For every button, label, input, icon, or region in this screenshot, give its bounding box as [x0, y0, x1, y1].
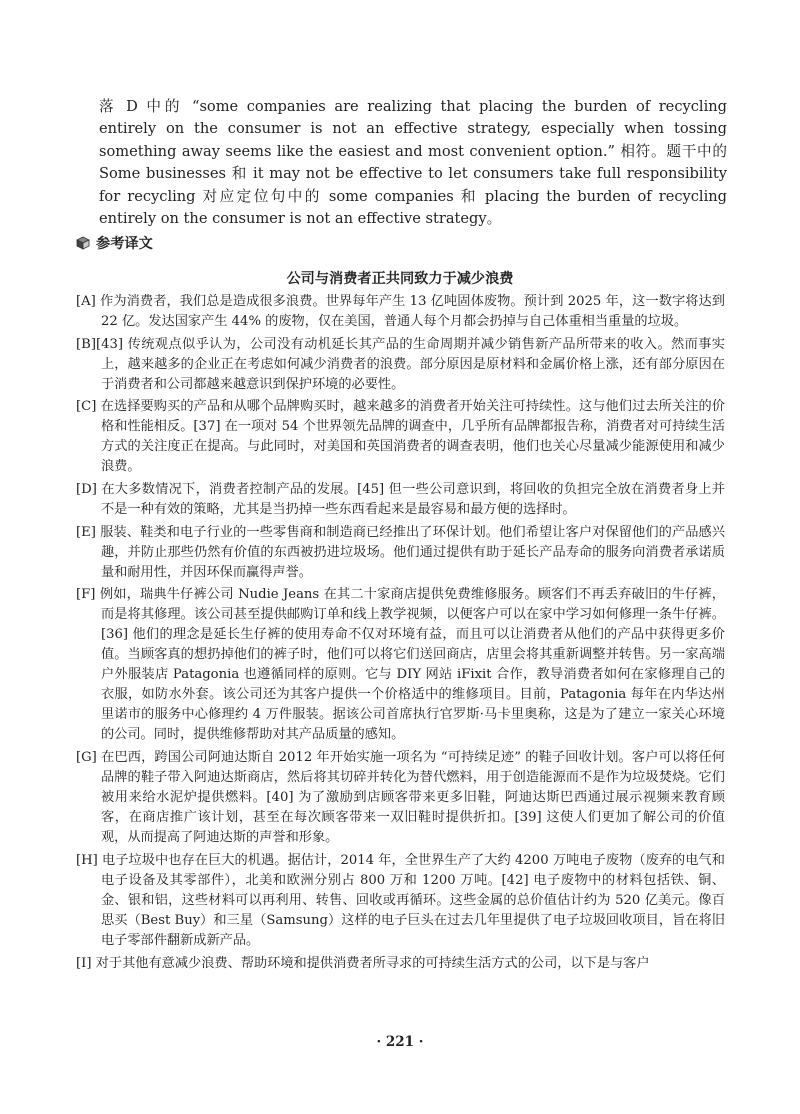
paragraph-h: [H] 电子垃圾中也存在巨大的机遇。据估计，2014 年，全世界生产了大约 4200 万吨电子废物（废弃的电气和电子设备及其零部件），北美和欧洲分别占 800 万和 1200 万吨。[42] 电子废物中的材料包括铁、铜、金、银和铝，这些材料可以再利用、转售、回收或再循环。这些金属的总价值估计约为 520 亿美元。像百思买（Best Buy）和三星（Samsung）这样的电子巨头在过去几年里提供了电子垃圾回收项目，旨在将旧电子零部件翻新成新产品。 — [76, 852, 725, 948]
section-heading-label: 参考译文 — [96, 236, 153, 252]
paragraph-g: [G] 在巴西，跨国公司阿迪达斯自 2012 年开始实施一项名为 “可持续足迹” 的鞋子回收计划。客户可以将任何品牌的鞋子带入阿迪达斯商店，然后将其切碎并转化为替代燃料，用于创造能源而不是作为垃圾焚烧。它们被用来给水泥炉提供燃料。[40] 为了激励到店顾客带来更多旧鞋，阿迪达斯巴西通过展示视频来教育顾客，在商店推广该计划，甚至在每次顾客带来一双旧鞋时提供折扣。[39] 这使人们更加了解公司的价值观，从而提高了阿迪达斯的声誉和形象。 — [76, 750, 725, 846]
paragraph-i: [I] 对于其他有意减少浪费、帮助环境和提供消费者所寻求的可持续生活方式的公司，以下是与客户 — [76, 955, 650, 971]
paragraph-d: [D] 在大多数情况下，消费者控制产品的发展。[45] 但一些公司意识到，将回收的负担完全放在消费者身上并不是一种有效的策略，尤其是当扔掉一些东西看起来是最容易和最方便的选择时。 — [76, 482, 725, 518]
intro-paragraph: 落 D 中的 “some companies are realizing that placing the burden of recycling entirely on the consumer is not an effective strategy, especially when tossing something away seems like the easiest and most convenient option.” 相符。题干中的 Some businesses 和 it may not be effective to let consumers take full responsibility for recycling 对应定位句中的 some companies 和 placing the burden of recycling entirely on the consumer is not an effective strategy。 — [99, 98, 727, 228]
paragraph-b: [B][43] 传统观点似乎认为，公司没有动机延长其产品的生命周期并减少销售新产品所带来的收入。然而事实上，越来越多的企业正在考虑如何减少消费者的浪费。部分原因是原材料和金属价格上涨，还有部分原因在于消费者和公司都越来越意识到保护环境的必要性。 — [76, 336, 725, 392]
article-title: 公司与消费者正共同致力于减少浪费 — [286, 271, 514, 287]
cube-icon — [76, 236, 90, 250]
paragraph-f: [F] 例如，瑞典牛仔裤公司 Nudie Jeans 在其二十家商店提供免费维修服务。顾客们不再丢弃破旧的牛仔裤，而是将其修理。该公司甚至提供邮购订单和线上教学视频，以便客户可以在家中学习如何修理一条牛仔裤。[36] 他们的理念是延长生仔裤的使用寿命不仅对环境有益，而且可以让消费者从他们的产品中获得更多价值。当顾客真的想扔掉他们的裤子时，他们可以将它们送回商店，店里会将其重新调整并转售。另一家高端户外服装店 Patagonia 也遵循同样的原则。它与 DIY 网站 iFixit 合作，教导消费者如何在家修理自己的衣服，如防水外套。该公司还为其客户提供一个价格适中的维修项目。目前，Patagonia 每年在内华达州里诺市的服务中心修理约 4 万件服装。据该公司首席执行官罗斯·马卡里奥称，这是为了建立一家关心环境的公司。同时，提供维修帮助对其产品质量的感知。 — [76, 587, 725, 743]
paragraph-a: [A] 作为消费者，我们总是造成很多浪费。世界每年产生 13 亿吨固体废物。预计到 2025 年，这一数字将达到 22 亿。发达国家产生 44% 的废物，仅在美国，普通人每个月都会扔掉与自己体重相当重量的垃圾。 — [76, 294, 725, 329]
page-number: · 221 · — [376, 1034, 424, 1050]
translation-paragraphs — [76, 292, 725, 976]
paragraph-c: [C] 在选择要购买的产品和从哪个品牌购买时，越来越多的消费者开始关注可持续性。这与他们过去所关注的价格和性能相反。[37] 在一项对 54 个世界领先品牌的调查中，几乎所有品牌都报告称，消费者对可持续生活方式的关注度正在提高。与此同时，对美国和英国消费者的调查表明，他们也关心尽量减少能源使用和减少浪费。 — [76, 399, 725, 475]
section-heading — [76, 233, 153, 253]
paragraph-e: [E] 服装、鞋类和电子行业的一些零售商和制造商已经推出了环保计划。他们希望让客户对保留他们的产品感兴趣，并防止那些仍然有价值的东西被扔进垃圾场。他们通过提供有助于延长产品寿命的服务向消费者承诺质量和耐用性，并因环保而赢得声誉。 — [76, 524, 725, 580]
